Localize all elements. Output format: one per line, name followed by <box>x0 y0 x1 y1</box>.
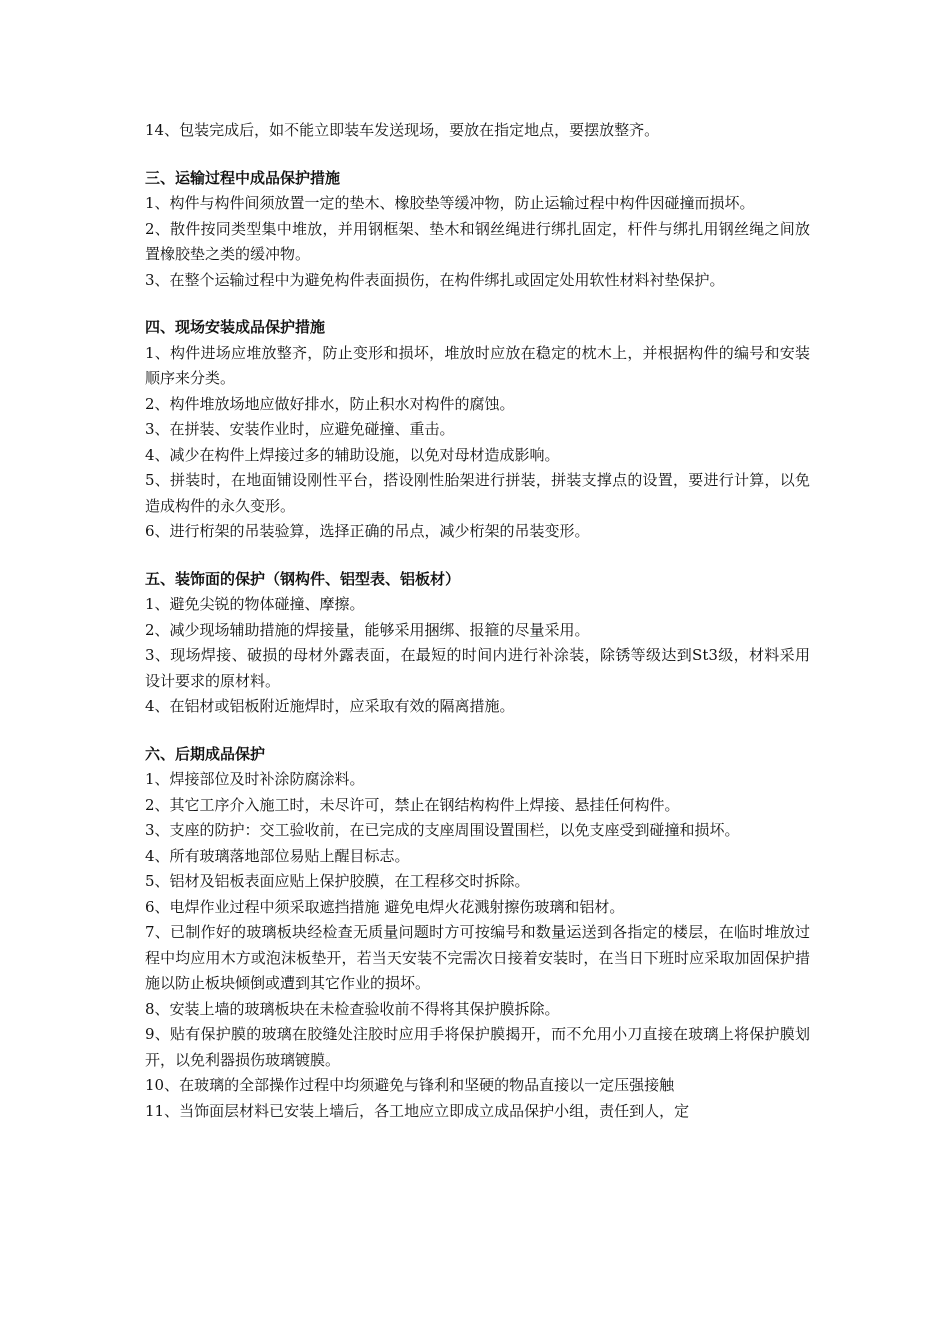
list-item: 5、铝材及铝板表面应贴上保护胶膜，在工程移交时拆除。 <box>145 872 530 890</box>
list-item: 5、拼装时，在地面铺设刚性平台，搭设刚性胎架进行拼装，拼装支撑点的设置，要进行计算，以免造成构件的永久变形。 <box>145 471 810 515</box>
section-heading: 五、装饰面的保护（钢构件、铝型表、铝板材） <box>145 569 461 588</box>
list-item: 2、散件按同类型集中堆放，并用钢框架、垫木和钢丝绳进行绑扎固定，杆件与绑扎用钢丝绳之间放置橡胶垫之类的缓冲物。 <box>145 219 810 263</box>
section-later-protection <box>145 742 810 1125</box>
list-item: 6、电焊作业过程中须采取遮挡措施 避免电焊火花溅射擦伤玻璃和铝材。 <box>145 897 625 916</box>
list-item: 3、现场焊接、破损的母材外露表面，在最短的时间内进行补涂装，除锈等级达到St3级，材料采用设计要求的原材料。 <box>145 646 810 690</box>
section-onsite-installation <box>145 315 810 545</box>
section-heading: 四、现场安装成品保护措施 <box>145 318 326 336</box>
list-item: 7、已制作好的玻璃板块经检查无质量问题时方可按编号和数量运送到各指定的楼层，在临时堆放过程中均应用木方或泡沫板垫开，若当天安装不完需次日接着安装时，在当日下班时应采取加固保护措施以防止板块倾倒或遭到其它作业的损坏。 <box>145 923 810 992</box>
list-item: 2、减少现场辅助措施的焊接量，能够采用捆绑、报箍的尽量采用。 <box>145 620 590 639</box>
list-item: 3、支座的防护：交工验收前，在已完成的支座周围设置围栏，以免支座受到碰撞和损坏。 <box>145 821 740 839</box>
list-item: 3、在拼装、安装作业时，应避免碰撞、重击。 <box>145 420 455 438</box>
list-item: 10、在玻璃的全部操作过程中均须避免与锋利和坚硬的物品直接以一定压强接触 <box>145 1076 675 1094</box>
list-item: 1、构件与构件间须放置一定的垫木、橡胶垫等缓冲物，防止运输过程中构件因碰撞而损坏。 <box>145 194 755 212</box>
section-transport <box>145 166 810 294</box>
section-heading: 三、运输过程中成品保护措施 <box>145 168 341 187</box>
list-item: 3、在整个运输过程中为避免构件表面损伤，在构件绑扎或固定处用软性材料衬垫保护。 <box>145 270 725 289</box>
list-item: 1、避免尖锐的物体碰撞、摩擦。 <box>145 595 365 613</box>
list-item: 9、贴有保护膜的玻璃在胶缝处注胶时应用手将保护膜揭开，而不允用小刀直接在玻璃上将保护膜划开，以免利器损伤玻璃镀膜。 <box>145 1025 810 1069</box>
list-item: 4、减少在构件上焊接过多的辅助设施，以免对母材造成影响。 <box>145 445 560 464</box>
document-page <box>145 118 810 1124</box>
list-item: 2、其它工序介入施工时，未尽许可，禁止在钢结构构件上焊接、悬挂任何构件。 <box>145 795 680 814</box>
list-item: 1、构件进场应堆放整齐，防止变形和损坏，堆放时应放在稳定的枕木上，并根据构件的编号和安装顺序来分类。 <box>145 343 810 387</box>
list-item: 2、构件堆放场地应做好排水，防止积水对构件的腐蚀。 <box>145 394 515 413</box>
list-item: 8、安装上墙的玻璃板块在未检查验收前不得将其保护膜拆除。 <box>145 999 560 1018</box>
list-item: 1、焊接部位及时补涂防腐涂料。 <box>145 770 365 788</box>
list-item: 11、当饰面层材料已安装上墙后，各工地应立即成立成品保护小组，责任到人，定 <box>145 1101 690 1120</box>
section-heading: 六、后期成品保护 <box>145 744 266 763</box>
list-item: 4、在铝材或铝板附近施焊时，应采取有效的隔离措施。 <box>145 697 515 715</box>
list-item: 6、进行桁架的吊装验算，选择正确的吊点，减少桁架的吊装变形。 <box>145 522 590 540</box>
list-item: 4、所有玻璃落地部位易贴上醒目标志。 <box>145 846 410 865</box>
section-decorative-surface <box>145 567 810 720</box>
intro-paragraph: 14、包装完成后，如不能立即装车发送现场，要放在指定地点，要摆放整齐。 <box>145 121 660 139</box>
